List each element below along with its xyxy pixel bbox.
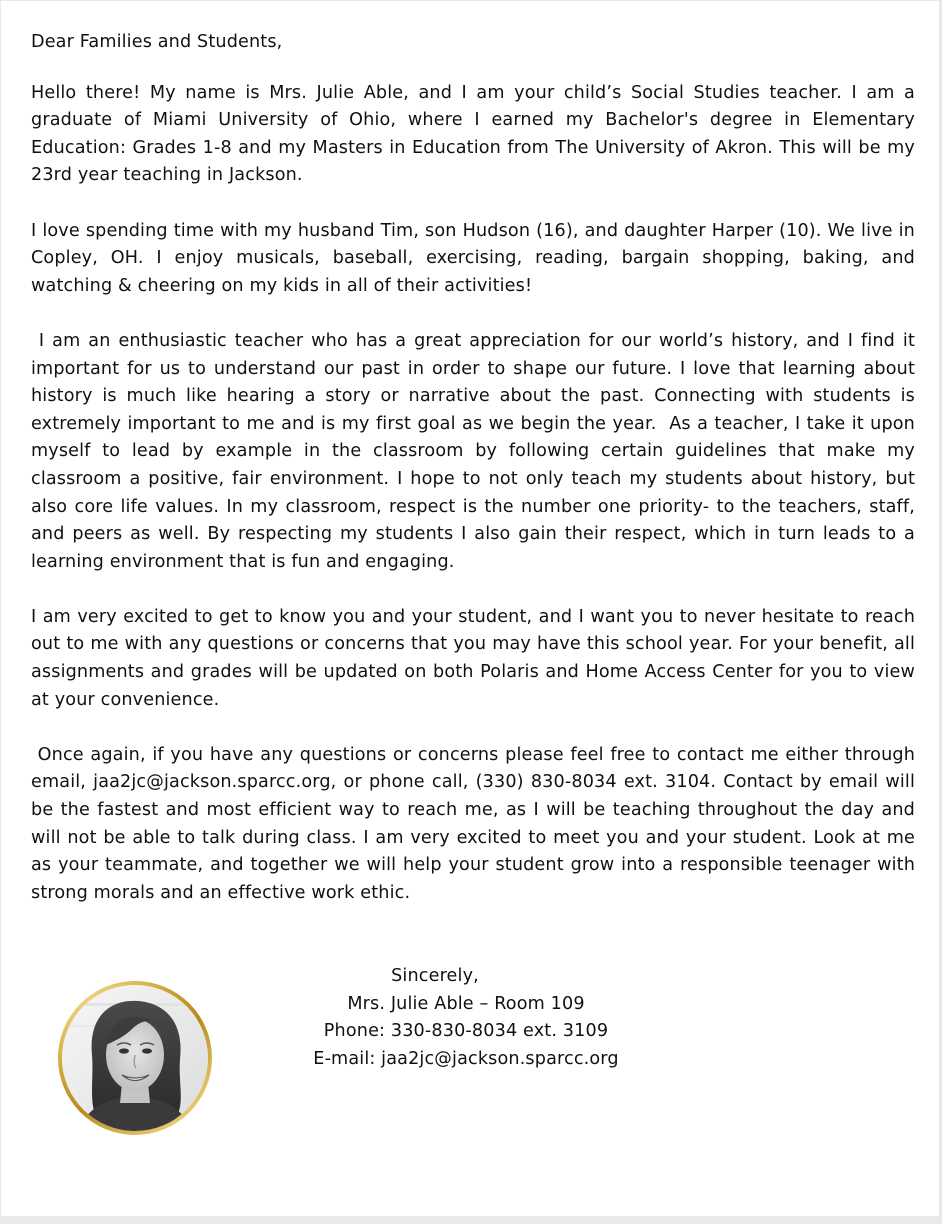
paragraph-introduction: Hello there! My name is Mrs. Julie Able, and I am your child’s Social Studies teacher. I am a graduate of Miami University of Ohio, where I earned my Bachelor's degree in Elementary Education: Grades 1-8 and my Masters in Education from The University of Akron. This will be my 23rd year teaching in Jackson. bbox=[31, 82, 915, 186]
paragraph-communication: I am very excited to get to know you and your student, and I want you to never hesitate to reach out to me with any questions or concerns that you may have this school year. For your benefit, all assignments and grades will be updated on both Polaris and Home Access Center for you to view at your convenience. bbox=[31, 606, 915, 710]
greeting: Dear Families and Students, bbox=[31, 32, 283, 52]
signature-closing: Sincerely, bbox=[391, 966, 479, 986]
teacher-portrait-icon bbox=[62, 985, 208, 1131]
paragraph-teaching-philosophy: I am an enthusiastic teacher who has a great appreciation for our world’s history, and I find it important for us to understand our past in order to shape our future. I love that learning about history is much like hearing a story or narrative about the past. Connecting with students is extremely important to me and is my first goal as we begin the year. As a teacher, I take it upon myself to lead by example in the classroom by following certain guidelines that make my classroom a positive, fair environment. I hope to not only teach my students about history, but also core life values. In my classroom, respect is the number one priority- to the teachers, staff, and peers as well. By respecting my students I also gain their respect, which in turn leads to a learning environment that is fun and engaging. bbox=[31, 330, 921, 572]
teacher-photo bbox=[62, 985, 208, 1131]
letter-body bbox=[31, 29, 921, 907]
letter-page bbox=[1, 1, 939, 1216]
signature-email: E-mail: jaa2jc@jackson.sparcc.org bbox=[313, 1048, 619, 1069]
signature-name: Mrs. Julie Able – Room 109 bbox=[347, 993, 585, 1014]
paragraph-family: I love spending time with my husband Tim, son Hudson (16), and daughter Harper (10). We live in Copley, OH. I enjoy musicals, baseball, exercising, reading, bargain shopping, baking, and watching & cheering on my kids in all of their activities! bbox=[31, 220, 915, 296]
teacher-photo-frame bbox=[58, 981, 212, 1135]
signature-phone: Phone: 330-830-8034 ext. 3109 bbox=[323, 1021, 609, 1042]
paragraph-contact: Once again, if you have any questions or concerns please feel free to contact me either through email, jaa2jc@jackson.sparcc.org, or phone call, (330) 830-8034 ext. 3104. Contact by email will be the fastest and most efficient way to reach me, as I will be teaching throughout the day and will not be able to talk during class. I am very excited to meet you and your student. Look at me as your teammate, and together we will help your student grow into a responsible teenager with strong morals and an effective work ethic. bbox=[31, 744, 921, 903]
signature-block bbox=[251, 963, 681, 1073]
